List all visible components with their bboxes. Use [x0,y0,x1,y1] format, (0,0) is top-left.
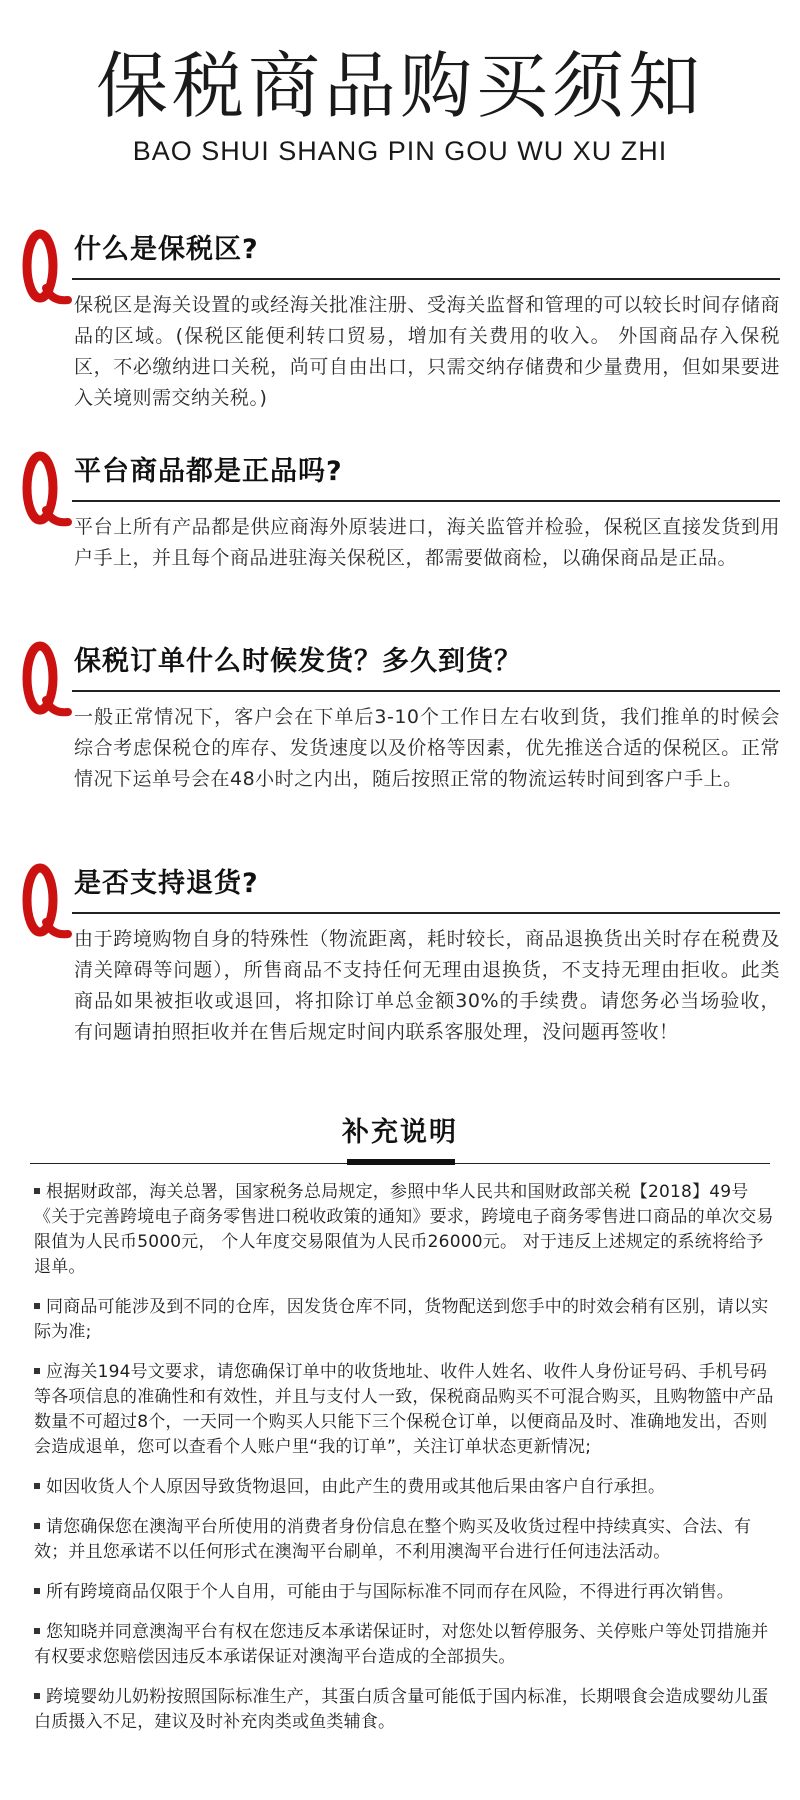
note-text: 应海关194号文要求，请您确保订单中的收货地址、收件人姓名、收件人身份证号码、手机号码等各项信息的准确性和有效性，并且与支付人一致，保税商品购买不可混合购买，且购物篮中产品数量不可超过8个，一天同一个购买人只能下三个保税仓订单，以便商品及时、准确地发出，否则会造成退单，您可以查看个人账户里“我的订单”，关注订单状态更新情况; [34,1362,774,1457]
q-letter-icon [20,862,76,954]
list-item [30,1180,775,1280]
question-divider [72,278,780,280]
qa-section [20,450,780,610]
answer-text: 平台上所有产品都是供应商海外原装进口，海关监管并检验，保税区直接发货到用户手上，并且每个商品进驻海关保税区，都需要做商检，以确保商品是正品。 [74,516,780,569]
note-text: 您知晓并同意澳淘平台有权在您违反本承诺保证时，对您处以暂停服务、关停账户等处罚措施并有权要求您赔偿因违反本承诺保证对澳淘平台造成的全部损失。 [34,1622,769,1667]
question-title: 保税订单什么时候发货？多久到货？ [74,646,522,677]
list-item [30,1295,775,1345]
bullet-icon [34,1483,40,1489]
list-item [30,1580,775,1605]
list-item [30,1685,775,1735]
question-divider [72,690,780,692]
q-letter-icon [20,640,76,732]
list-item [30,1360,775,1460]
bullet-icon [34,1523,40,1529]
note-text: 根据财政部，海关总署，国家税务总局规定，参照中华人民共和国财政部关税【2018】49号《关于完善跨境电子商务零售进口税收政策的通知》要求，跨境电子商务零售进口商品的单次交易限值为人民币5000元， 个人年度交易限值为人民币26000元。 对于违反上述规定的系统将给予退单。 [34,1182,774,1277]
bullet-icon [34,1368,40,1374]
answer-text: 保税区是海关设置的或经海关批准注册、受海关监督和管理的可以较长时间存储商品的区域。(保税区能便利转口贸易，增加有关费用的收入。 外国商品存入保税区，不必缴纳进口关税，尚可自由出口，只需交纳存储费和少量费用，但如果要进入关境则需交纳关税。) [74,294,780,409]
list-item [30,1475,775,1500]
question-title: 是否支持退货? [74,868,259,899]
answer-text: 一般正常情况下，客户会在下单后3-10个工作日左右收到货，我们推单的时候会综合考虑保税仓的库存、发货速度以及价格等因素，优先推送合适的保税区。正常情况下运单号会在48小时之内出，随后按照正常的物流运转时间到客户手上。 [74,706,780,790]
qa-section [20,862,780,1082]
qa-section [20,640,780,830]
page-subtitle: BAO SHUI SHANG PIN GOU WU XU ZHI [132,136,668,166]
question-divider [72,912,780,914]
q-letter-icon [20,450,76,542]
list-item [30,1515,775,1565]
note-text: 请您确保您在澳淘平台所使用的消费者身份信息在整个购买及收货过程中持续真实、合法、有效；并且您承诺不以任何形式在澳淘平台刷单，不利用澳淘平台进行任何违法活动。 [34,1517,752,1562]
answer-text: 由于跨境购物自身的特殊性（物流距离，耗时较长，商品退换货出关时存在税费及清关障碍等问题），所售商品不支持任何无理由退换货，不支持无理由拒收。此类商品如果被拒收或退回，将扣除订单总金额30%的手续费。请您务必当场验收，有问题请拍照拒收并在售后规定时间内联系客服处理，没问题再签收！ [74,928,780,1043]
note-text: 所有跨境商品仅限于个人自用，可能由于与国际标准不同而存在风险，不得进行再次销售。 [46,1582,734,1602]
question-title: 什么是保税区? [74,234,259,265]
page-header [0,38,800,167]
bullet-icon [34,1628,40,1634]
bullet-icon [34,1188,40,1194]
note-text: 跨境婴幼儿奶粉按照国际标准生产，其蛋白质含量可能低于国内标准，长期喂食会造成婴幼儿蛋白质摄入不足，建议及时补充肉类或鱼类辅食。 [34,1687,769,1732]
supplement-title: 补充说明 [342,1117,458,1148]
question-title: 平台商品都是正品吗? [74,456,343,487]
supplement-notes [30,1180,775,1750]
note-text: 同商品可能涉及到不同的仓库，因发货仓库不同，货物配送到您手中的时效会稍有区别，请以实际为准; [34,1297,769,1342]
note-text: 如因收货人个人原因导致货物退回，由此产生的费用或其他后果由客户自行承担。 [46,1477,666,1497]
list-item [30,1620,775,1670]
bullet-icon [34,1693,40,1699]
question-divider [72,500,780,502]
q-letter-icon [20,228,76,320]
qa-section [20,228,780,418]
bullet-icon [34,1303,40,1309]
bullet-icon [34,1588,40,1594]
page-title: 保税商品购买须知 [95,44,704,128]
supplement-title-underline [347,1159,455,1165]
